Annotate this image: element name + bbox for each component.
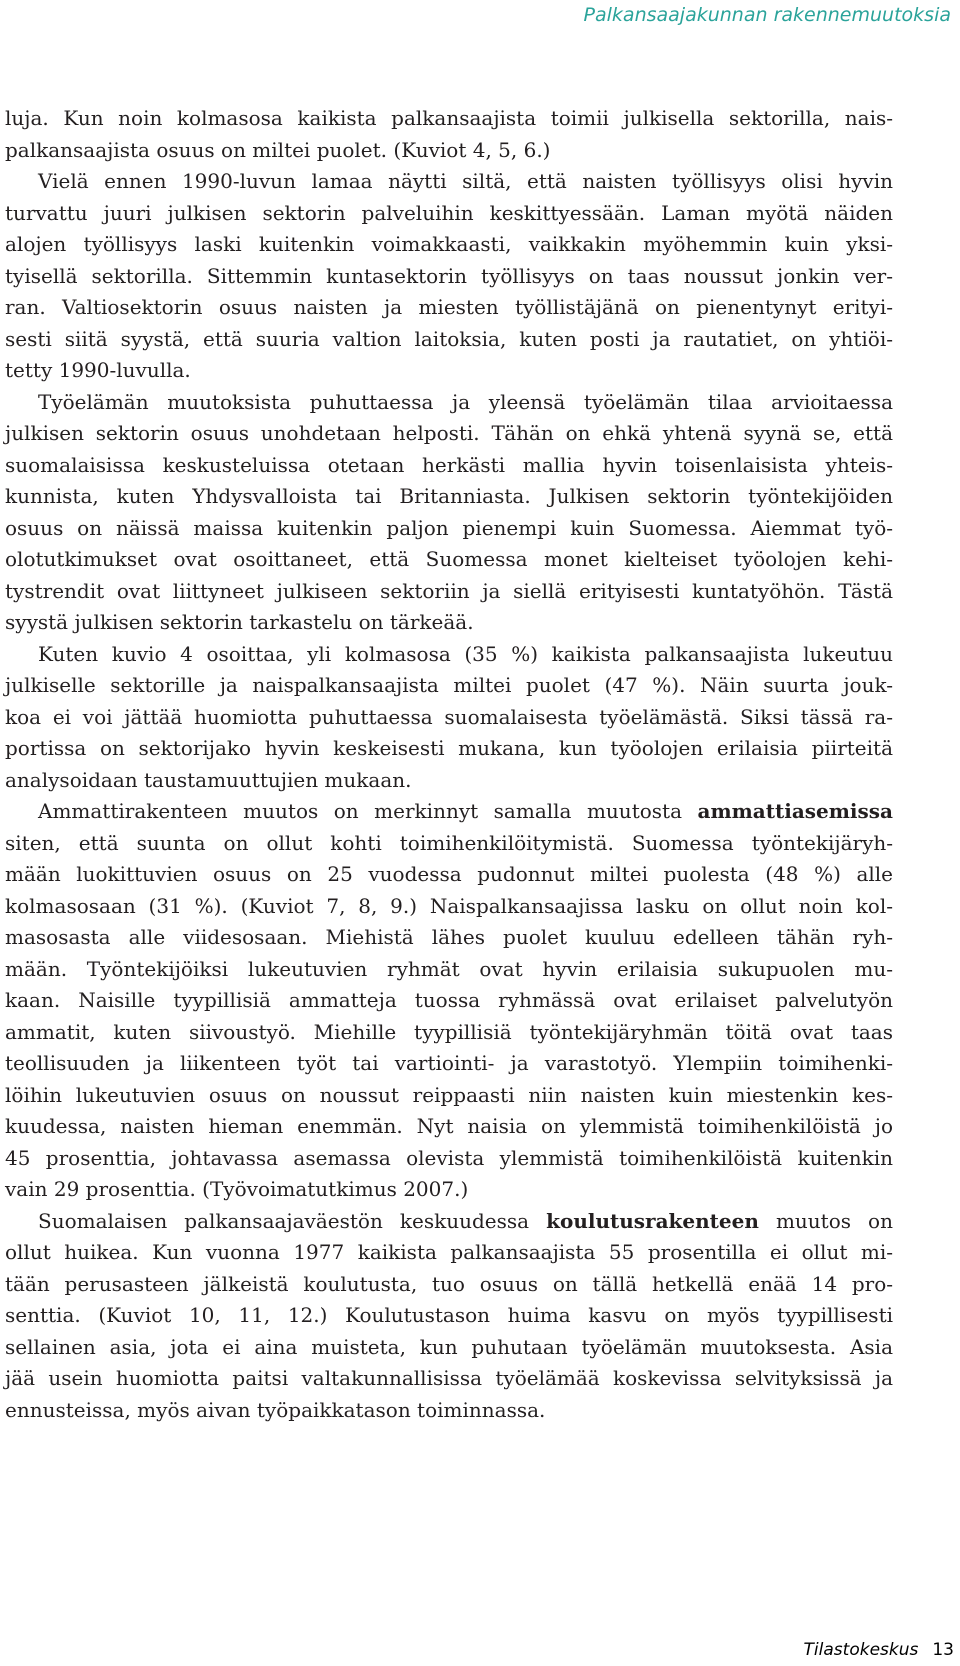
text-line [5, 954, 893, 986]
text-line [5, 1363, 893, 1395]
line-text: kolmasosaan (31 %). (Kuviot 7, 8, 9.) Naispalkansaajissa lasku on ollut noin kol- [5, 893, 893, 918]
text-line [5, 733, 893, 765]
text-line [5, 670, 893, 702]
line-text: 45 prosenttia, johtavassa asemassa olevista ylemmistä toimihenkilöistä kuitenkin [5, 1145, 893, 1170]
text-line [5, 828, 893, 860]
text-line [5, 324, 893, 356]
text-line [5, 292, 893, 324]
text-line [5, 765, 893, 797]
line-text: tään perusasteen jälkeistä koulutusta, tuo osuus on tällä hetkellä enää 14 pro- [5, 1271, 893, 1296]
text-line [5, 1143, 893, 1175]
line-text: julkisen sektorin osuus unohdetaan helposti. Tähän on ehkä yhtenä syynä se, että [5, 421, 893, 445]
line-text: tetty 1990-luvulla. [5, 358, 191, 382]
text-line [5, 1300, 893, 1332]
text-line [5, 481, 893, 513]
line-text: Suomalaisen palkansaajaväestön keskuudessa [38, 1208, 547, 1233]
line-text: turvattu juuri julkisen sektorin palveluihin keskittyessään. Laman myötä näiden [5, 200, 893, 225]
line-text: koa ei voi jättää huomiotta puhuttaessa suomalaisesta työelämästä. Siksi tässä ra- [5, 704, 893, 729]
line-text: teollisuuden ja liikenteen työt tai vartiointi- ja varastotyö. Ylempiin toimihenki- [5, 1051, 893, 1075]
line-text: osuus on näissä maissa kuitenkin paljon pienempi kuin Suomessa. Aiemmat työ- [5, 515, 893, 540]
line-text: portissa on sektorijako hyvin keskeisesti mukana, kun työolojen erilaisia piirteitä [5, 736, 893, 760]
text-line [5, 1269, 893, 1301]
line-text: Kuten kuvio 4 osoittaa, yli kolmasosa (35 %) kaikista palkansaajista lukeutuu [38, 641, 893, 666]
line-text: löihin lukeutuvien osuus on noussut reippaasti niin naisten kuin miestenkin kes- [5, 1082, 893, 1107]
running-header: Palkansaajakunnan rakennemuutoksia [583, 4, 951, 26]
line-text: Ammattirakenteen muutos on merkinnyt samalla muutosta [38, 799, 698, 823]
text-line [5, 261, 893, 293]
line-text: palkansaajista osuus on miltei puolet. (Kuviot 4, 5, 6.) [5, 137, 551, 162]
text-line [5, 166, 893, 198]
text-line [5, 607, 893, 639]
line-text: ran. Valtiosektorin osuus naisten ja miesten työllistäjänä on pienentynyt erityi- [5, 295, 893, 319]
line-text: kuudessa, naisten hieman enemmän. Nyt naisia on ylemmistä toimihenkilöistä jo [5, 1114, 893, 1138]
line-text: kaan. Naisille tyypillisiä ammatteja tuossa ryhmässä ovat erilaiset palvelutyön [5, 988, 893, 1012]
body-text [5, 103, 893, 1426]
text-line [5, 922, 893, 954]
line-text: sesti siitä syystä, että suuria valtion laitoksia, kuten posti ja rautatiet, on yhtiöi- [5, 326, 893, 351]
line-text: suomalaisissa keskusteluissa otetaan herkästi mallia hyvin toisenlaisista yhteis- [5, 452, 893, 477]
text-line [5, 1048, 893, 1080]
footer-source: Tilastokeskus [803, 1640, 919, 1660]
line-text: julkiselle sektorille ja naispalkansaajista miltei puolet (47 %). Näin suurta jouk- [5, 673, 893, 697]
text-line [5, 639, 893, 671]
text-line [5, 891, 893, 923]
text-line [5, 135, 893, 167]
page-footer [804, 1640, 954, 1660]
text-line [5, 1017, 893, 1049]
line-text: kunnista, kuten Yhdysvalloista tai Britanniasta. Julkisen sektorin työntekijöiden [5, 484, 893, 508]
text-line [5, 1206, 893, 1238]
line-text: tyisellä sektorilla. Sittemmin kuntasektorin työllisyys on taas noussut jonkin ver- [5, 263, 893, 288]
text-line [5, 355, 893, 387]
line-text: luja. Kun noin kolmasosa kaikista palkansaajista toimii julkisella sektorilla, nais- [5, 106, 893, 130]
line-text: syystä julkisen sektorin tarkastelu on tärkeää. [5, 610, 474, 634]
line-text: mään luokittuvien osuus on 25 vuodessa pudonnut miltei puolesta (48 %) alle [5, 862, 893, 886]
line-text: Vielä ennen 1990-luvun lamaa näytti siltä, että naisten työllisyys olisi hyvin [38, 169, 893, 193]
text-line [5, 985, 893, 1017]
line-text: analysoidaan taustamuuttujien mukaan. [5, 767, 412, 792]
line-text: ollut huikea. Kun vuonna 1977 kaikista palkansaajista 55 prosentilla ei ollut mi- [5, 1240, 893, 1264]
line-text: ennusteissa, myös aivan työpaikkatason toiminnassa. [5, 1397, 546, 1422]
page-number: 13 [932, 1640, 954, 1660]
line-text: alojen työllisyys laski kuitenkin voimakkaasti, vaikkakin myöhemmin kuin yksi- [5, 232, 893, 256]
text-line [5, 544, 893, 576]
text-line [5, 796, 893, 828]
text-line [5, 859, 893, 891]
line-text: masosasta alle viidesosaan. Miehistä lähes puolet kuuluu edelleen tähän ryh- [5, 925, 893, 949]
line-text: vain 29 prosenttia. (Työvoimatutkimus 2007.) [5, 1177, 469, 1201]
text-line [5, 513, 893, 545]
text-line [5, 702, 893, 734]
text-line [5, 198, 893, 230]
text-line [5, 1080, 893, 1112]
line-text: senttia. (Kuviot 10, 11, 12.) Koulutustason huima kasvu on myös tyypillisesti [5, 1303, 893, 1327]
text-line [5, 418, 893, 450]
text-line [5, 229, 893, 261]
text-line [5, 576, 893, 608]
line-text: Työelämän muutoksista puhuttaessa ja yleensä työelämän tilaa arvioitaessa [38, 389, 893, 414]
text-line [5, 1395, 893, 1427]
text-line [5, 103, 893, 135]
line-text: jää usein huomiotta paitsi valtakunnallisissa työelämää koskevissa selvityksissä ja [5, 1366, 893, 1390]
line-text: ammatit, kuten siivoustyö. Miehille tyypillisiä työntekijäryhmän töitä ovat taas [5, 1019, 893, 1044]
line-text: siten, että suunta on ollut kohti toimihenkilöitymistä. Suomessa työntekijäryh- [5, 830, 893, 855]
text-line [5, 1174, 893, 1206]
text-line [5, 387, 893, 419]
bold-term: koulutusrakenteen [546, 1208, 759, 1233]
bold-term: ammattiasemissa [697, 799, 893, 823]
text-line [5, 1237, 893, 1269]
text-line [5, 1332, 893, 1364]
line-text: olotutkimukset ovat osoittaneet, että Suomessa monet kielteiset työolojen kehi- [5, 547, 893, 571]
line-text: sellainen asia, jota ei aina muisteta, kun puhutaan työelämän muutoksesta. Asia [5, 1334, 893, 1359]
line-text: tystrendit ovat liittyneet julkiseen sektoriin ja siellä erityisesti kuntatyöhön. Tästä [5, 578, 893, 603]
line-text-after: muutos on [758, 1208, 893, 1233]
text-line [5, 1111, 893, 1143]
text-line [5, 450, 893, 482]
line-text: mään. Työntekijöiksi lukeutuvien ryhmät ovat hyvin erilaisia sukupuolen mu- [5, 956, 893, 981]
